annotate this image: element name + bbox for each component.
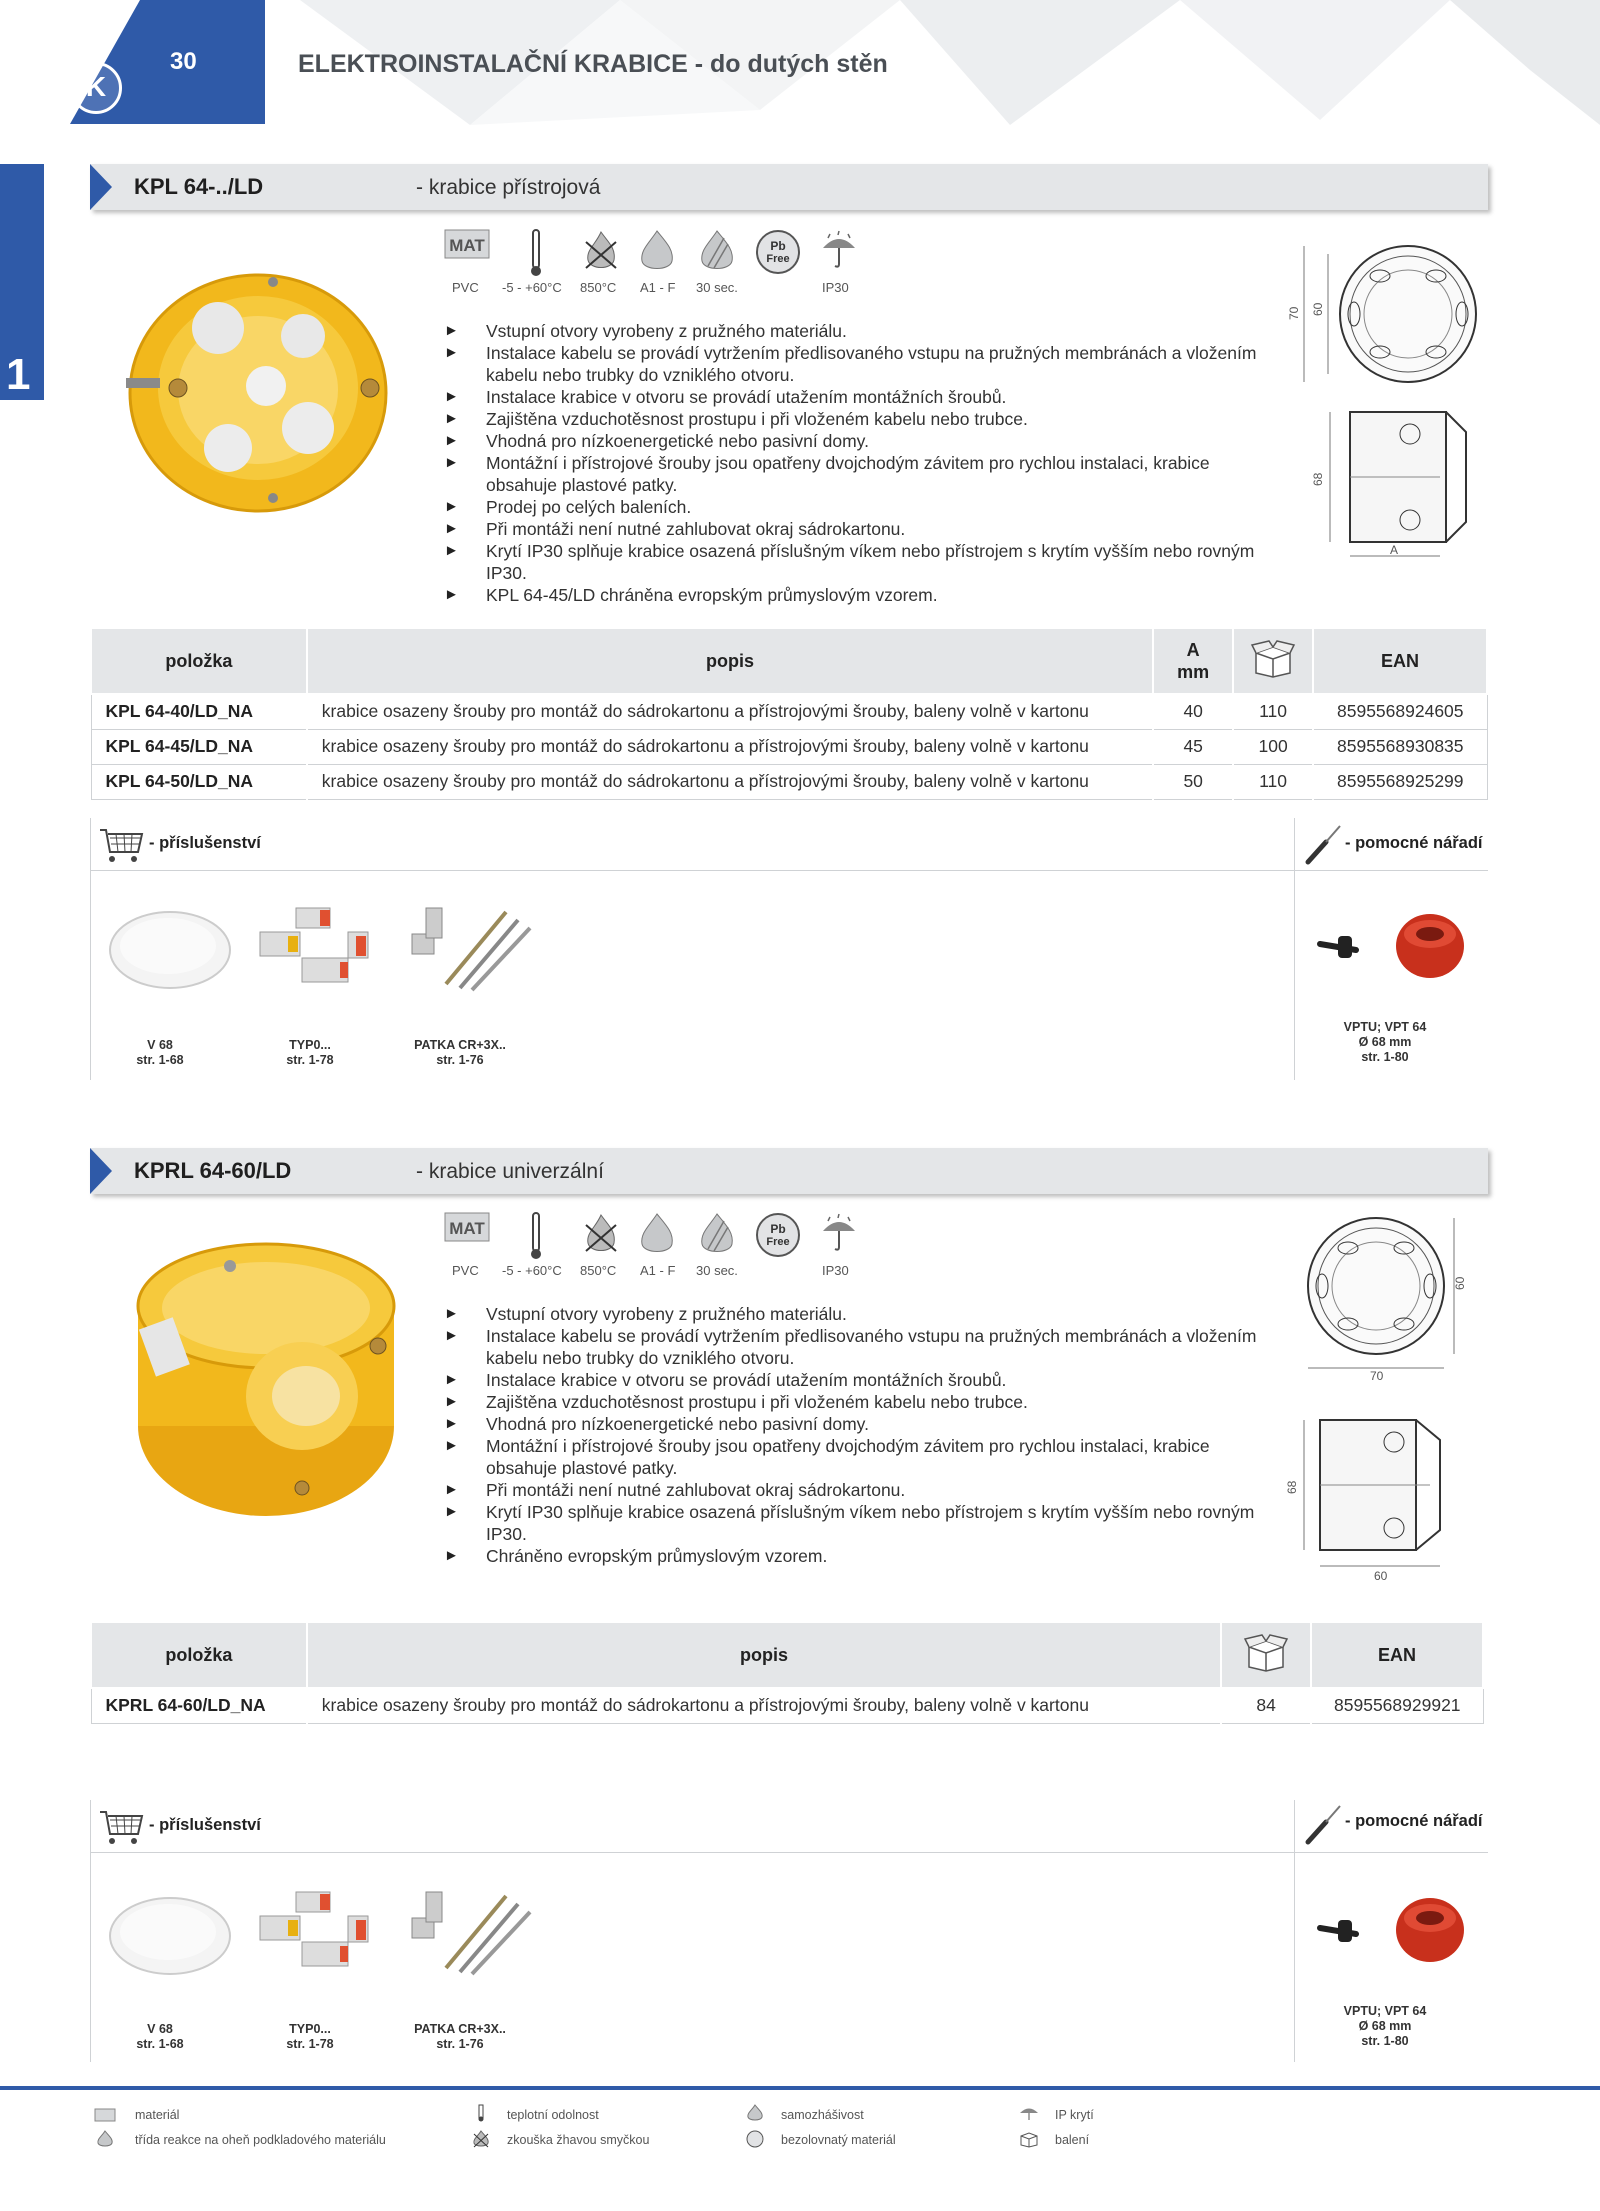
feature-item: ► Vhodná pro nízkoenergetické nebo pasivní domy. [444,430,1274,452]
col-pack [1233,628,1313,694]
product-image-kpl [108,258,398,518]
umbrella-icon [820,1211,866,1257]
icon-label-self-extinguish: 30 sec. [696,1263,738,1278]
feature-item: ► Instalace krabice v otvoru se provádí utažením montážních šroubů. [444,386,1274,408]
accessories-title: - příslušenství [149,1816,261,1834]
chapter-number: 1 [6,350,31,399]
cell-a: 45 [1153,729,1233,764]
tool-label: VPTU; VPT 64 Ø 68 mm str. 1-80 [1343,1020,1427,1064]
screwdriver-icon [1304,1802,1344,1846]
section-header-bar [90,164,1488,210]
mounting-screws-image [406,1882,536,1978]
cell-desc: krabice osazeny šrouby pro montáž do sádrokartonu a přístrojovými šrouby, baleny volně v kartonu [307,764,1153,799]
col-pack [1221,1622,1311,1688]
icon-label-fire-class: A1 - F [640,280,676,295]
table-header-row [91,628,1487,694]
product-code: KPL 64-../LD [134,174,264,199]
cell-ean: 8595568929921 [1311,1688,1483,1723]
footer-divider [0,2086,1600,2090]
hole-saw-image [1316,910,1476,986]
dim-side-height: 68 [1311,472,1325,486]
legend-label: balení [1055,2133,1090,2147]
icon-label-self-extinguish: 30 sec. [696,280,738,295]
cell-desc: krabice osazeny šrouby pro montáž do sádrokartonu a přístrojovými šrouby, baleny volně v kartonu [307,1688,1221,1723]
accessories-title: - příslušenství [149,834,261,852]
feature-item: ► Vstupní otvory vyrobeny z pružného materiálu. [444,1303,1274,1325]
icon-label-ip: IP30 [822,280,849,295]
accessory-label: TYP0... str. 1-78 [286,2022,334,2051]
cover-lid-image [106,906,236,992]
self-extinguish-icon [744,2104,766,2122]
cell-a: 40 [1153,694,1233,729]
divider [1294,1800,1295,2062]
package-icon [1250,639,1296,679]
property-icons [444,228,874,298]
mat-icon [444,1211,490,1257]
icon-label-fire-class: A1 - F [640,1263,676,1278]
thermometer-icon [470,2104,492,2122]
pb-text: Pb [770,1222,786,1236]
page-title: ELEKTROINSTALAČNÍ KRABICE - do dutých stěn [298,50,888,78]
cover-lid-image [106,1892,236,1978]
mat-badge-text: MAT [449,236,485,255]
legend-label: bezolovnatý materiál [781,2133,896,2147]
dim-side-height: 68 [1285,1480,1299,1494]
feature-item: ► Krytí IP30 splňuje krabice osazená příslušným víkem nebo přístrojem s krytím vyšším nebo rovným IP30. [444,1501,1274,1545]
dim-side-width: A [1390,543,1399,557]
product-subtitle: - krabice univerzální [416,1160,604,1183]
feature-item: ► Krytí IP30 splňuje krabice osazená příslušným víkem nebo přístrojem s krytím vyšším nebo rovným IP30. [444,540,1274,584]
legend-label: IP krytí [1055,2108,1094,2122]
icon-label-temperature: -5 - +60°C [502,1263,562,1278]
free-text: Free [766,253,790,265]
dim-side-width: 60 [1374,1569,1388,1583]
product-image-kprl [106,1226,416,1526]
legend-label: materiál [135,2108,180,2122]
table-row [91,764,1487,799]
feature-item: ► KPL 64-45/LD chráněna evropským průmyslovým vzorem. [444,584,1274,606]
section-arrow-icon [90,1148,112,1194]
table-row [91,1688,1483,1723]
legend-label: samozhášivost [781,2108,864,2122]
tools-title: - pomocné nářadí [1345,1812,1483,1830]
cell-pack: 84 [1221,1688,1311,1723]
icon-label-ip: IP30 [822,1263,849,1278]
feature-item: ► Vstupní otvory vyrobeny z pružného materiálu. [444,320,1274,342]
package-icon [1018,2130,1040,2148]
feature-item: ► Montážní i přístrojové šrouby jsou opatřeny dvojchodým závitem pro rychlou instalaci, krabice obsahuje plastové patky. [444,1435,1274,1479]
cell-desc: krabice osazeny šrouby pro montáž do sádrokartonu a přístrojovými šrouby, baleny volně v kartonu [307,694,1153,729]
mat-icon [94,2106,116,2124]
col-a: A mm [1153,628,1233,694]
col-ean: EAN [1313,628,1487,694]
accessory-label: PATKA CR+3X.. str. 1-76 [414,1038,506,1067]
accessory-label: V 68 str. 1-68 [136,1038,184,1067]
table-header-row [91,1622,1483,1688]
legend-label: třída reakce na oheň podkladového materiálu [135,2133,386,2147]
self-extinguish-icon [694,228,740,274]
table-row [91,729,1487,764]
umbrella-icon [1018,2104,1040,2122]
glow-wire-icon [578,1211,624,1257]
product-code: KPRL 64-60/LD [134,1158,292,1183]
glow-wire-icon [470,2130,492,2148]
mat-icon [444,228,490,274]
cart-icon [98,826,144,864]
dim-inner: 60 [1311,302,1325,316]
property-icons [444,1211,874,1281]
cell-item: KPL 64-45/LD_NA [91,729,307,764]
section-header-bar [90,1148,1488,1194]
feature-item: ► Zajištěna vzduchotěsnost prostupu i při vloženém kabelu nebo trubce. [444,408,1274,430]
feature-item: ► Montážní i přístrojové šrouby jsou opatřeny dvojchodým závitem pro rychlou instalaci, krabice obsahuje plastové patky. [444,452,1274,496]
feature-item: ► Při montáži není nutné zahlubovat okraj sádrokartonu. [444,1479,1274,1501]
tools-title: - pomocné nářadí [1345,834,1483,852]
thermometer-icon [526,1211,572,1257]
product-table [90,1621,1484,1724]
page-number: 30 [170,48,197,75]
col-item: položka [91,1622,307,1688]
icon-label-material: PVC [452,1263,479,1278]
col-item: položka [91,628,307,694]
product-table [90,627,1488,800]
feature-item: ► Při montáži není nutné zahlubovat okraj sádrokartonu. [444,518,1274,540]
divider [90,1852,1488,1853]
cell-item: KPRL 64-60/LD_NA [91,1688,307,1723]
cell-pack: 110 [1233,764,1313,799]
icon-label-temperature: -5 - +60°C [502,280,562,295]
feature-item: ► Zajištěna vzduchotěsnost prostupu i při vloženém kabelu nebo trubce. [444,1391,1274,1413]
legend-label: zkouška žhavou smyčkou [507,2133,650,2147]
flame-base-icon [634,1211,680,1257]
accessory-label: PATKA CR+3X.. str. 1-76 [414,2022,506,2051]
brand-logo: K [70,62,122,114]
feature-item: ► Vhodná pro nízkoenergetické nebo pasivní domy. [444,1413,1274,1435]
technical-drawing-kprl [1285,1206,1490,1592]
feature-item: ► Instalace krabice v otvoru se provádí utažením montážních šroubů. [444,1369,1274,1391]
cell-ean: 8595568925299 [1313,764,1487,799]
cell-pack: 100 [1233,729,1313,764]
feature-item: ► Instalace kabelu se provádí vytržením předlisovaného vstupu na pružných membránách a vložením kabelu nebo trubky do vzniklého otvoru. [444,342,1274,386]
icon-label-glow-wire: 850°C [580,280,617,295]
product-subtitle: - krabice přístrojová [416,176,601,199]
cell-ean: 8595568930835 [1313,729,1487,764]
divider [1294,818,1295,1080]
legend-label: teplotní odolnost [507,2108,599,2122]
mat-badge-text: MAT [449,1219,485,1238]
section-arrow-icon [90,164,112,210]
dim-outer: 70 [1287,306,1301,320]
chapter-tab [0,164,44,400]
umbrella-icon [820,228,866,274]
pb-text: Pb [770,239,786,253]
technical-drawing-kpl [1287,236,1490,566]
col-ean: EAN [1311,1622,1483,1688]
lead-free-icon [754,228,800,274]
cell-ean: 8595568924605 [1313,694,1487,729]
mounting-screws-image [406,898,536,994]
divider [90,818,91,1080]
divider [90,870,1488,871]
features-list [444,320,1274,606]
cell-item: KPL 64-50/LD_NA [91,764,307,799]
package-icon [1243,1633,1289,1673]
accessory-label: TYP0... str. 1-78 [286,1038,334,1067]
thermometer-icon [526,228,572,274]
self-extinguish-icon [694,1211,740,1257]
free-text: Free [766,1236,790,1248]
terminal-connector-image [256,902,386,992]
screwdriver-icon [1304,822,1344,866]
flame-base-icon [94,2130,116,2148]
cell-desc: krabice osazeny šrouby pro montáž do sádrokartonu a přístrojovými šrouby, baleny volně v kartonu [307,729,1153,764]
divider [90,1800,91,2062]
cell-a: 50 [1153,764,1233,799]
col-desc: popis [307,1622,1221,1688]
table-row [91,694,1487,729]
glow-wire-icon [578,228,624,274]
accessories-panel [90,1800,1488,2062]
icon-label-glow-wire: 850°C [580,1263,617,1278]
icon-label-material: PVC [452,280,479,295]
feature-item: ► Instalace kabelu se provádí vytržením předlisovaného vstupu na pružných membránách a vložením kabelu nebo trubky do vzniklého otvoru. [444,1325,1274,1369]
hole-saw-image [1316,1894,1476,1970]
feature-item: ► Prodej po celých baleních. [444,496,1274,518]
tool-label: VPTU; VPT 64 Ø 68 mm str. 1-80 [1343,2004,1427,2048]
accessory-label: V 68 str. 1-68 [136,2022,184,2051]
cell-item: KPL 64-40/LD_NA [91,694,307,729]
lead-free-icon [754,1211,800,1257]
flame-base-icon [634,228,680,274]
dim-top-height: 60 [1453,1276,1467,1290]
terminal-connector-image [256,1886,386,1976]
accessories-panel [90,818,1488,1080]
col-desc: popis [307,628,1153,694]
features-list [444,1303,1274,1567]
feature-item: ► Chráněno evropským průmyslovým vzorem. [444,1545,1274,1567]
cell-pack: 110 [1233,694,1313,729]
lead-free-icon [744,2130,766,2148]
dim-top-width: 70 [1370,1369,1384,1383]
cart-icon [98,1808,144,1846]
